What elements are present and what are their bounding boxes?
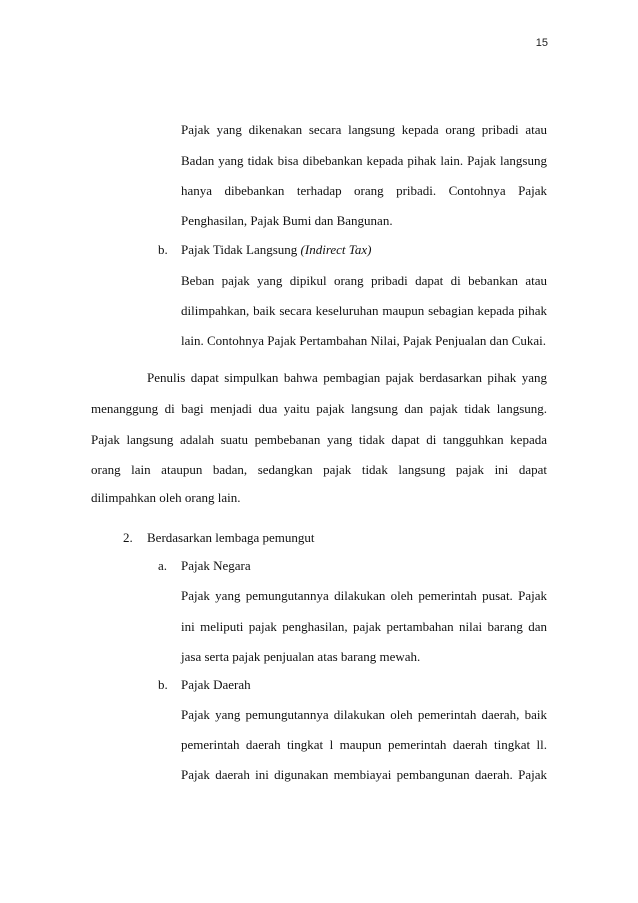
paragraph-line: menanggung di bagi menjadi dua yaitu pajak langsung dan pajak tidak langsung.	[91, 401, 547, 416]
paragraph-line: Badan yang tidak bisa dibebankan kepada pihak lain. Pajak langsung	[181, 153, 547, 168]
list-marker: b.	[158, 677, 168, 692]
item-title: Pajak Daerah	[181, 677, 251, 692]
paragraph-line: Pajak langsung adalah suatu pembebanan yang tidak dapat di tangguhkan kepada	[91, 432, 547, 447]
paragraph-line: dilimpahkan oleh orang lain.	[91, 490, 241, 505]
item-title	[181, 242, 371, 258]
paragraph-line: lain. Contohnya Pajak Pertambahan Nilai, Pajak Penjualan dan Cukai.	[181, 333, 547, 348]
paragraph-line: Penghasilan, Pajak Bumi dan Bangunan.	[181, 213, 393, 228]
paragraph-line: orang lain ataupun badan, sedangkan pajak tidak langsung pajak ini dapat	[91, 462, 547, 477]
section-title: Berdasarkan lembaga pemungut	[147, 530, 315, 545]
paragraph-line: Pajak daerah ini digunakan membiayai pembangunan daerah. Pajak	[181, 767, 547, 782]
paragraph-line: dilimpahkan, baik secara keseluruhan maupun sebagian kepada pihak	[181, 303, 547, 318]
item-title: Pajak Negara	[181, 558, 251, 573]
list-marker: b.	[158, 242, 168, 257]
item-title-text: Pajak Tidak Langsung	[181, 242, 301, 257]
paragraph-line: Pajak yang dikenakan secara langsung kepada orang pribadi atau	[181, 122, 547, 137]
paragraph-line: ini meliputi pajak penghasilan, pajak pertambahan nilai barang dan	[181, 619, 547, 634]
list-marker: a.	[158, 558, 168, 573]
item-title-italic: (Indirect Tax)	[300, 242, 372, 257]
paragraph-line: Penulis dapat simpulkan bahwa pembagian pajak berdasarkan pihak yang	[147, 370, 547, 385]
paragraph-line: pemerintah daerah tingkat l maupun pemerintah daerah tingkat ll.	[181, 737, 547, 752]
paragraph-line: Pajak yang pemungutannya dilakukan oleh pemerintah daerah, baik	[181, 707, 547, 722]
paragraph-line: Beban pajak yang dipikul orang pribadi dapat di bebankan atau	[181, 273, 547, 288]
paragraph-line: jasa serta pajak penjualan atas barang mewah.	[181, 649, 421, 664]
paragraph-line: Pajak yang pemungutannya dilakukan oleh pemerintah pusat. Pajak	[181, 588, 547, 603]
section-marker: 2.	[123, 530, 133, 545]
paragraph-line: hanya dibebankan terhadap orang pribadi. Contohnya Pajak	[181, 183, 547, 198]
page-number: 15	[535, 37, 548, 49]
